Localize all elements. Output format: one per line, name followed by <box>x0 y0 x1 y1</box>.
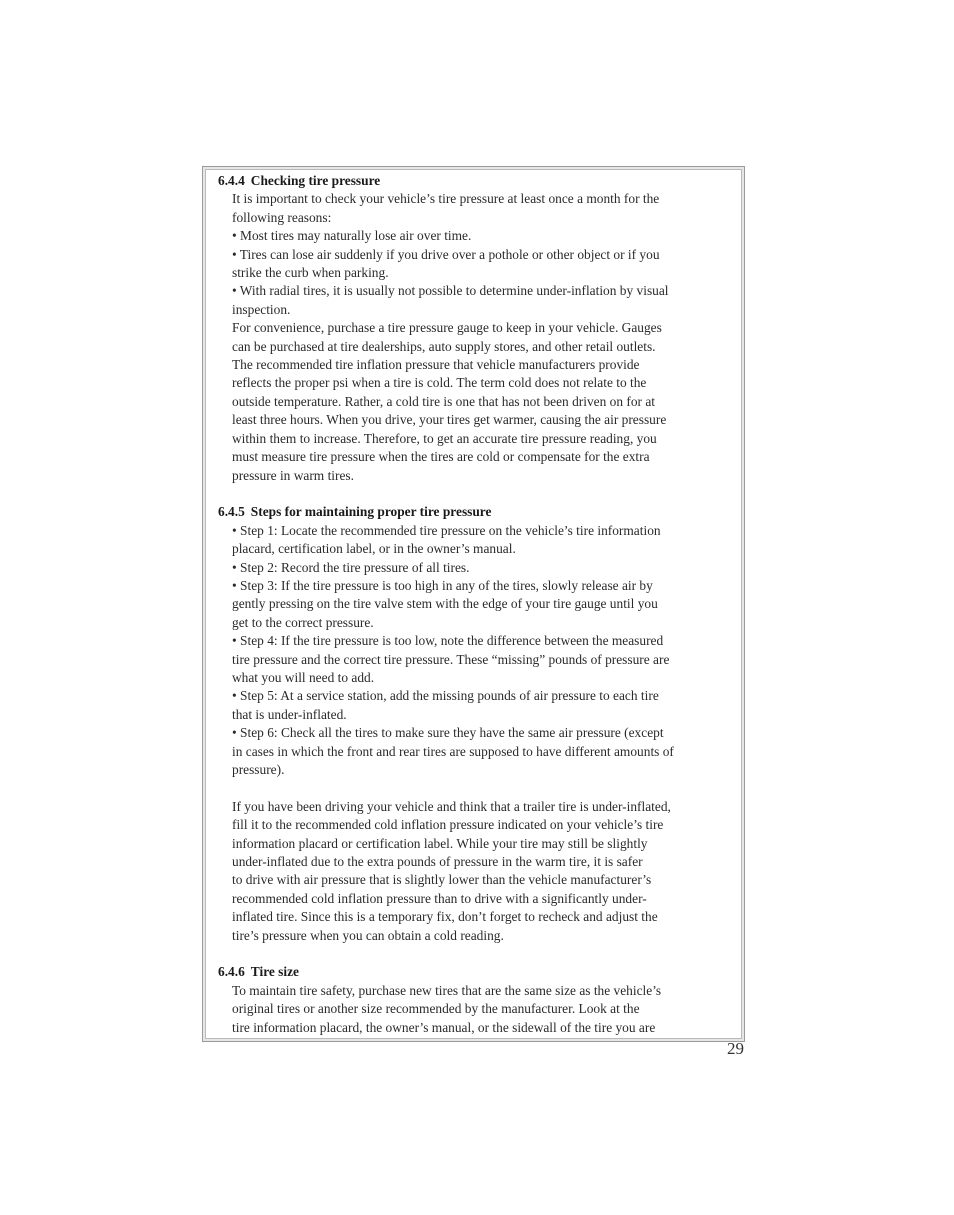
section-heading-6-4-4: 6.4.4 Checking tire pressure <box>218 173 381 188</box>
text-line: inflated tire. Since this is a temporary fix, don’t forget to recheck and adjust the <box>232 909 658 925</box>
section-body-6-4-5 <box>232 522 742 945</box>
text-line: least three hours. When you drive, your tires get warmer, causing the air pressure <box>232 412 667 428</box>
text-line: It is important to check your vehicle’s tire pressure at least once a month for the <box>232 191 660 207</box>
text-line: recommended cold inflation pressure than to drive with a significantly under- <box>232 890 647 906</box>
spacer <box>232 485 742 503</box>
text-line: pressure). <box>232 761 285 777</box>
text-line: tire pressure and the correct tire pressure. These “missing” pounds of pressure are <box>232 651 670 667</box>
text-line: get to the correct pressure. <box>232 614 374 630</box>
step-item: • Step 1: Locate the recommended tire pressure on the vehicle’s tire information <box>232 522 661 538</box>
text-line: can be purchased at tire dealerships, auto supply stores, and other retail outlets. <box>232 338 656 354</box>
text-line: information placard or certification label. While your tire may still be slightly <box>232 835 648 851</box>
section-body-6-4-4 <box>232 190 742 485</box>
spacer <box>232 779 742 797</box>
text-line: If you have been driving your vehicle and think that a trailer tire is under-inflated, <box>232 798 671 814</box>
step-item: • Step 6: Check all the tires to make sure they have the same air pressure (except <box>232 725 664 741</box>
document-body <box>218 172 742 1037</box>
section-heading-6-4-6: 6.4.6 Tire size <box>218 964 300 980</box>
step-item: • Step 2: Record the tire pressure of all tires. <box>232 559 470 575</box>
step-item: • Step 4: If the tire pressure is too low, note the difference between the measured <box>232 633 664 649</box>
text-line: pressure in warm tires. <box>232 467 354 483</box>
text-line: in cases in which the front and rear tires are supposed to have different amounts of <box>232 743 674 759</box>
text-line: strike the curb when parking. <box>232 265 389 281</box>
text-line: that is under-inflated. <box>232 706 347 722</box>
step-item: • Step 5: At a service station, add the missing pounds of air pressure to each tire <box>232 688 659 704</box>
spacer <box>232 945 742 963</box>
section-heading-6-4-5: 6.4.5 Steps for maintaining proper tire pressure <box>218 504 492 520</box>
text-line: following reasons: <box>232 209 332 225</box>
text-line: To maintain tire safety, purchase new tires that are the same size as the vehicle’s <box>232 982 662 998</box>
page-number: 29 <box>727 1039 744 1058</box>
text-line: fill it to the recommended cold inflation pressure indicated on your vehicle’s tire <box>232 817 664 833</box>
text-line: tire information placard, the owner’s manual, or the sidewall of the tire you are <box>232 1019 656 1035</box>
step-item: • Step 3: If the tire pressure is too high in any of the tires, slowly release air by <box>232 577 653 593</box>
text-line: gently pressing on the tire valve stem with the edge of your tire gauge until you <box>232 596 658 612</box>
text-line: tire’s pressure when you can obtain a cold reading. <box>232 927 504 943</box>
text-line: must measure tire pressure when the tires are cold or compensate for the extra <box>232 449 650 465</box>
bullet-item: • With radial tires, it is usually not possible to determine under-inflation by visual <box>232 283 669 299</box>
section-body-6-4-6 <box>232 982 742 1037</box>
text-line: within them to increase. Therefore, to get an accurate tire pressure reading, you <box>232 430 657 446</box>
text-line: reflects the proper psi when a tire is cold. The term cold does not relate to the <box>232 375 647 391</box>
text-line: inspection. <box>232 301 291 317</box>
text-line: For convenience, purchase a tire pressure gauge to keep in your vehicle. Gauges <box>232 320 662 336</box>
text-line: The recommended tire inflation pressure that vehicle manufacturers provide <box>232 357 640 373</box>
bullet-item: • Tires can lose air suddenly if you drive over a pothole or other object or if you <box>232 246 660 262</box>
text-line: what you will need to add. <box>232 669 375 685</box>
text-line: outside temperature. Rather, a cold tire is one that has not been driven on for at <box>232 393 655 409</box>
text-line: under-inflated due to the extra pounds of pressure in the warm tire, it is safer <box>232 854 643 869</box>
text-line: placard, certification label, or in the owner’s manual. <box>232 541 516 557</box>
bullet-item: • Most tires may naturally lose air over time. <box>232 228 472 244</box>
text-line: original tires or another size recommended by the manufacturer. Look at the <box>232 1001 640 1017</box>
text-line: to drive with air pressure that is slightly lower than the vehicle manufacturer’s <box>232 872 652 888</box>
